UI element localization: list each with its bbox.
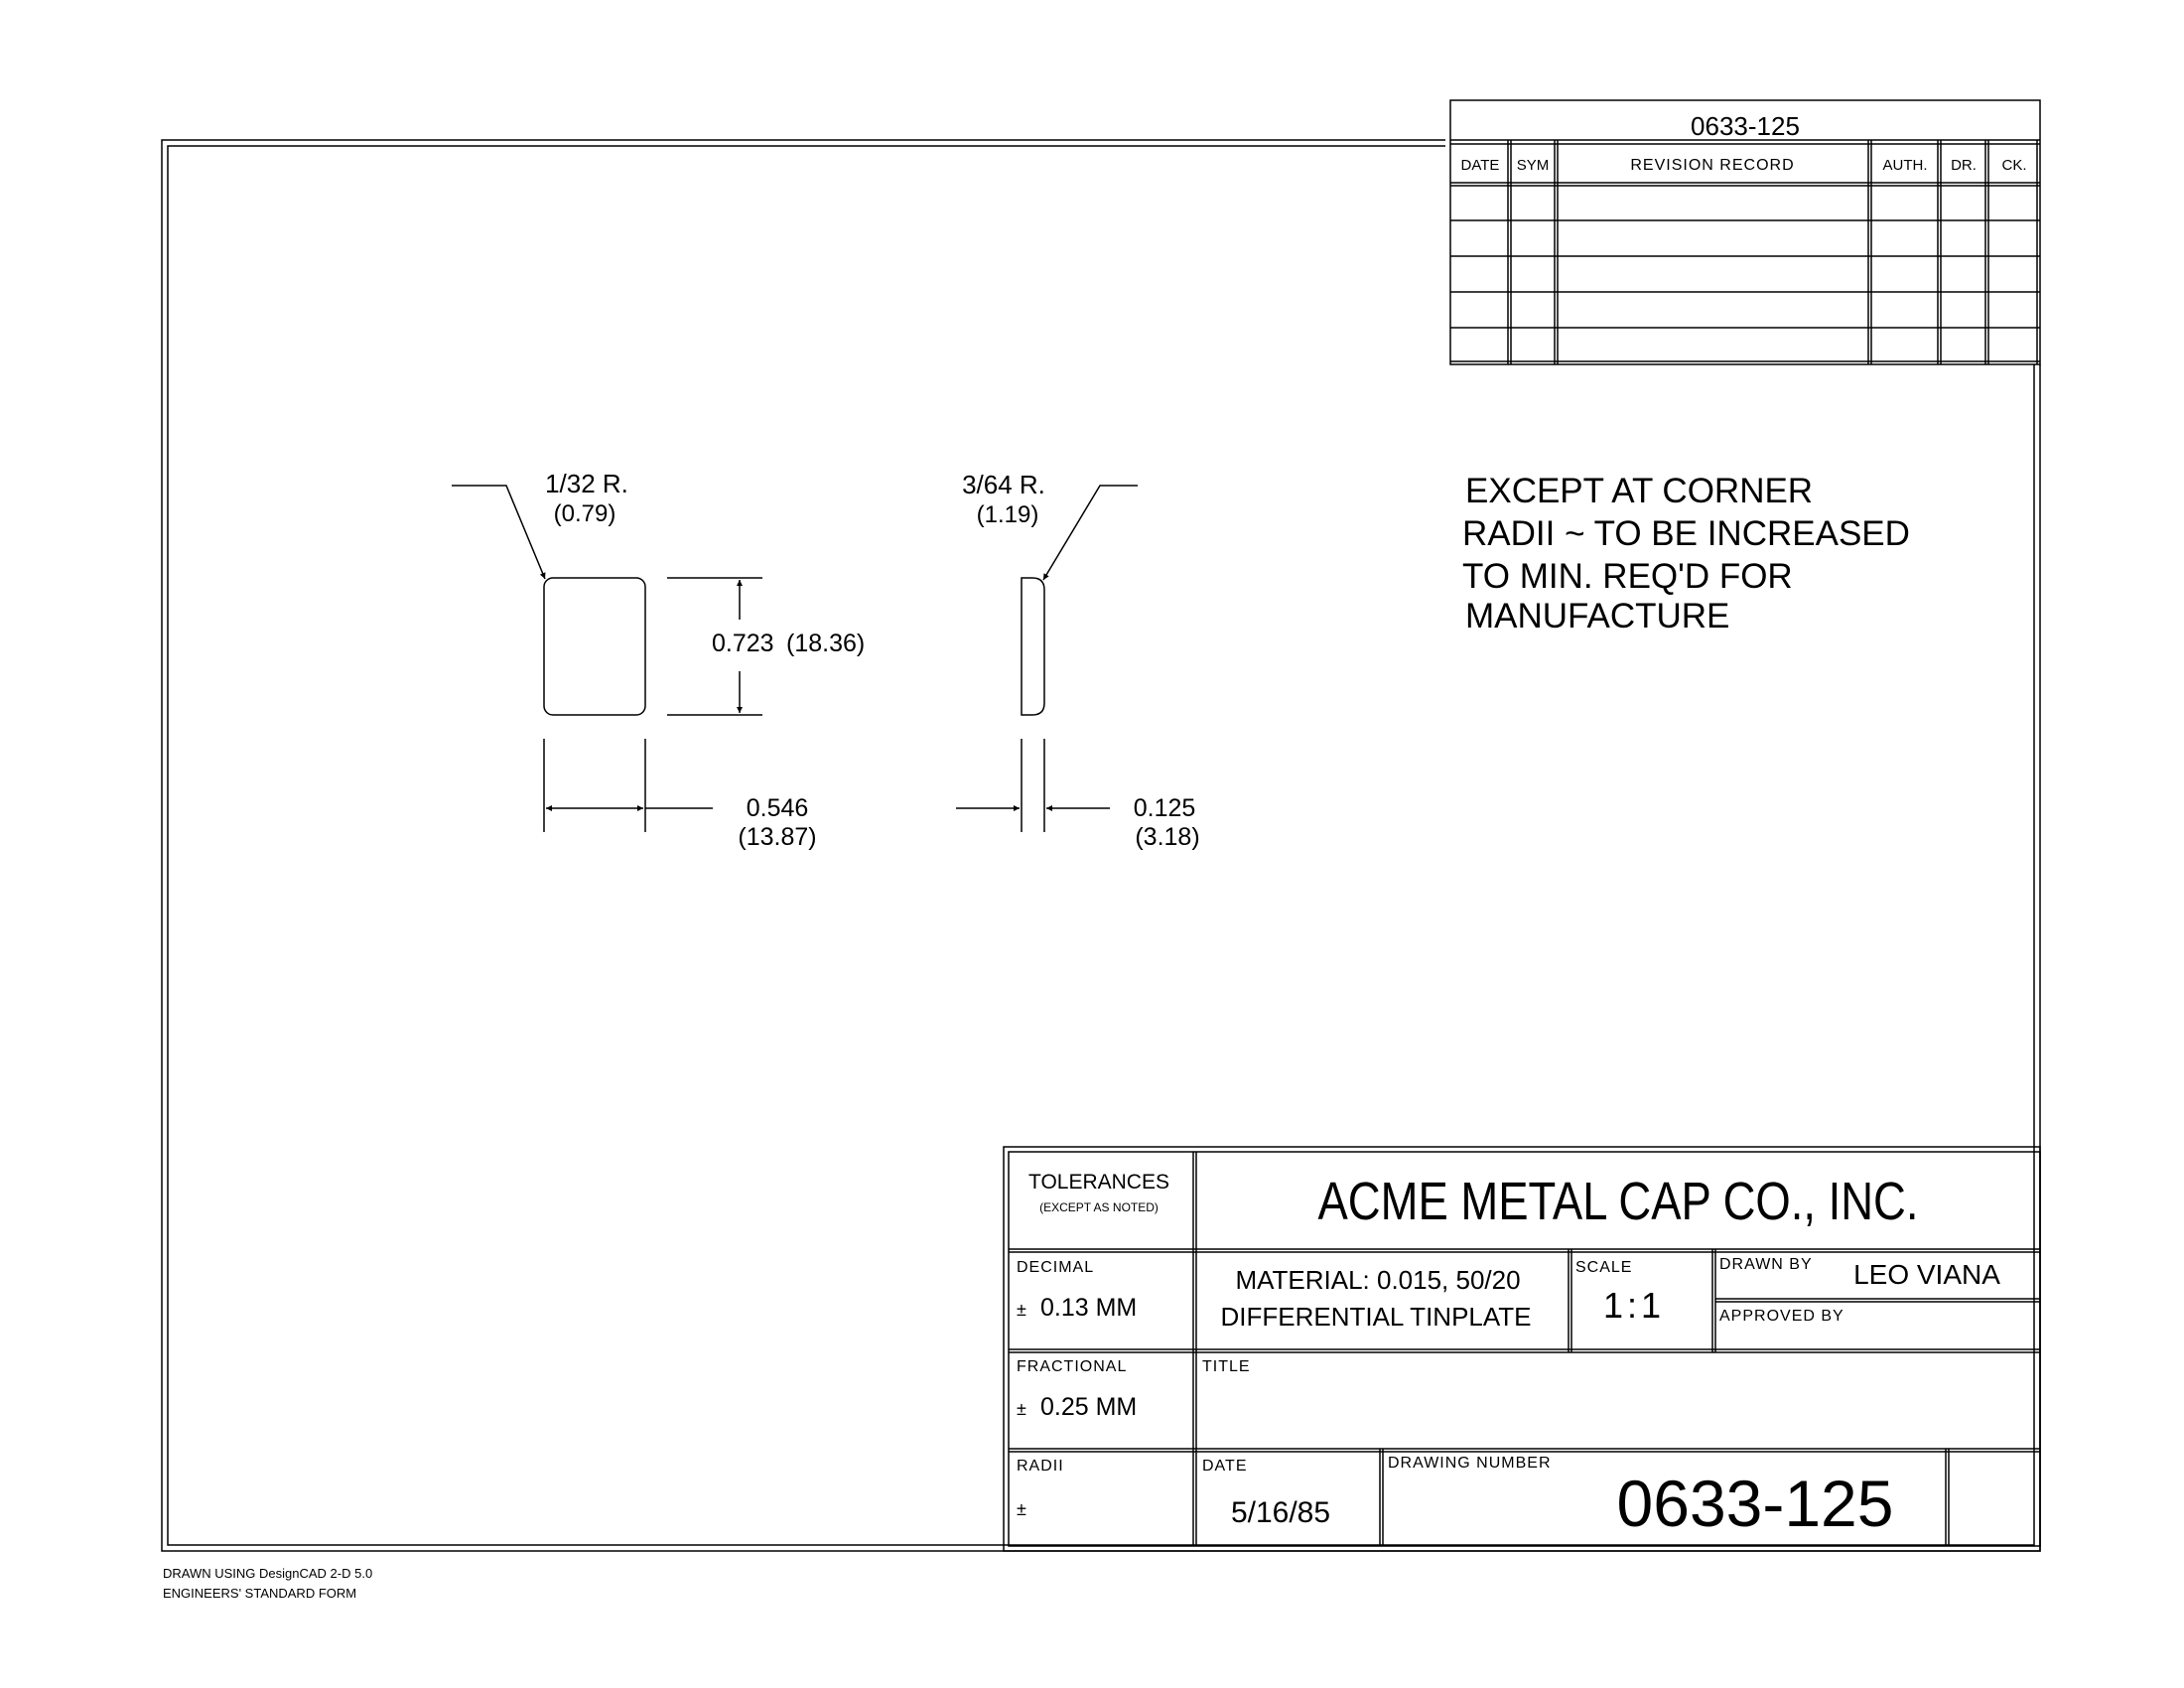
right-thickness-dimension (956, 739, 1110, 832)
revision-block (1450, 100, 2040, 364)
decimal-value: 0.13 MM (1040, 1294, 1138, 1322)
material-line-1: MATERIAL: 0.015, 50/20 (1235, 1265, 1521, 1295)
revision-drawing-number: 0633-125 (1691, 111, 1800, 141)
approved-by-label: APPROVED BY (1719, 1308, 1844, 1325)
left-radius-label: 1/32 R. (545, 469, 628, 498)
drawn-by-value: LEO VIANA (1853, 1259, 2000, 1290)
material-line-2: DIFFERENTIAL TINPLATE (1220, 1302, 1532, 1332)
drawing-note (1462, 472, 1910, 635)
left-part-view (452, 469, 865, 851)
date-label: DATE (1202, 1458, 1248, 1475)
date-value: 5/16/85 (1230, 1496, 1331, 1529)
note-line: MANUFACTURE (1465, 597, 1730, 635)
drawing-number-value: 0633-125 (1616, 1467, 1894, 1540)
tolerances-label: TOLERANCES (1028, 1171, 1169, 1194)
revision-header-sym: SYM (1516, 157, 1550, 174)
title-label: TITLE (1202, 1358, 1251, 1375)
fractional-label: FRACTIONAL (1017, 1358, 1128, 1375)
drawing-number-label: DRAWING NUMBER (1388, 1455, 1552, 1472)
drawn-by-label: DRAWN BY (1719, 1256, 1813, 1273)
note-line: EXCEPT AT CORNER (1465, 472, 1814, 510)
sheet-border (162, 140, 2040, 1551)
footer-software-note: DRAWN USING DesignCAD 2-D 5.0 (163, 1566, 373, 1581)
left-height-value: 0.723 (712, 630, 774, 657)
left-width-value: 0.546 (746, 794, 809, 822)
left-radius-leader (452, 486, 545, 579)
left-width-dimension (544, 739, 713, 832)
revision-header-dr: DR. (1951, 157, 1977, 174)
revision-header-date: DATE (1460, 157, 1500, 174)
revision-header-record: REVISION RECORD (1630, 157, 1795, 174)
left-radius-mm: (0.79) (553, 500, 616, 527)
note-line: RADII ~ TO BE INCREASED (1462, 514, 1910, 553)
left-width-mm: (13.87) (738, 823, 817, 851)
fractional-value: 0.25 MM (1040, 1393, 1138, 1421)
footer-form-note: ENGINEERS' STANDARD FORM (163, 1586, 357, 1601)
left-height-mm: (18.36) (786, 630, 866, 657)
revision-header-auth: AUTH. (1882, 157, 1928, 174)
decimal-label: DECIMAL (1017, 1259, 1095, 1276)
decimal-plus-minus: ± (1017, 1300, 1026, 1320)
right-radius-mm: (1.19) (976, 501, 1039, 528)
right-radius-leader (1043, 486, 1138, 580)
right-part-outline (1022, 578, 1044, 715)
radii-plus-minus: ± (1017, 1499, 1026, 1519)
revision-header-ck: CK. (2001, 157, 2027, 174)
company-name: ACME METAL CAP CO., INC. (1317, 1172, 1919, 1231)
right-radius-label: 3/64 R. (962, 470, 1045, 499)
right-thickness-value: 0.125 (1133, 794, 1196, 822)
scale-value: 1:1 (1602, 1285, 1666, 1326)
left-part-outline (544, 578, 645, 715)
scale-label: SCALE (1575, 1259, 1633, 1276)
radii-label: RADII (1017, 1458, 1064, 1475)
title-block (1004, 1147, 2040, 1551)
note-line: TO MIN. REQ'D FOR (1462, 557, 1793, 596)
right-part-view (956, 470, 1200, 851)
right-thickness-mm: (3.18) (1135, 823, 1200, 851)
fractional-plus-minus: ± (1017, 1399, 1026, 1419)
except-noted-label: (EXCEPT AS NOTED) (1039, 1200, 1159, 1214)
